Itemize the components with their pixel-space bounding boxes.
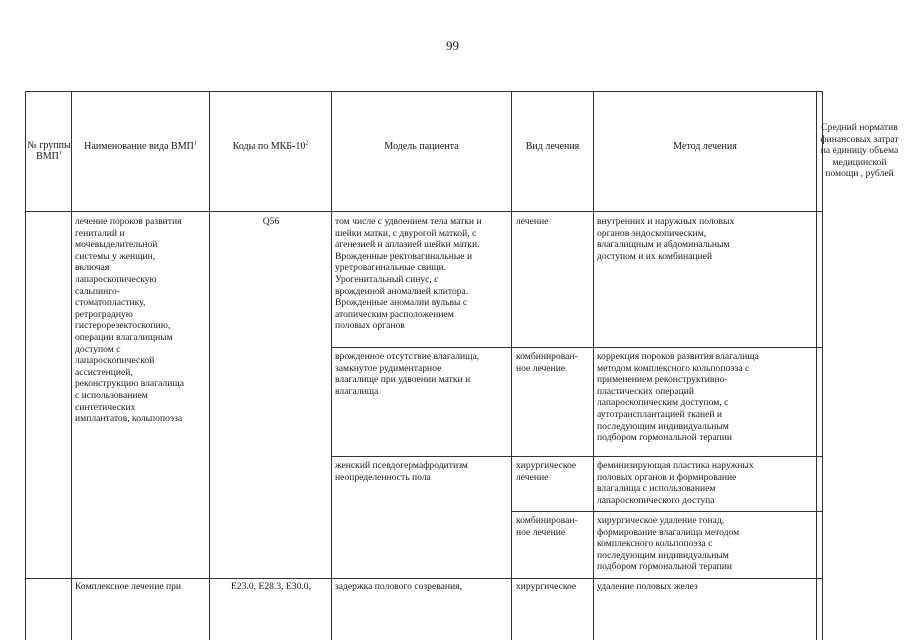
- name-cell-5: Комплексное лечение при: [75, 581, 182, 592]
- header-codes: [210, 91, 331, 201]
- row-line: [25, 578, 823, 579]
- method-cell-3: феминизирующая пластика наружных половых органов и формирование влагалища с использованием лапароскопического доступа: [597, 460, 754, 506]
- header-treatment: [512, 91, 593, 201]
- header-cost-text: Средний норматив финансовых затрат на единицу объема медицинской помощи , рублей: [820, 122, 899, 180]
- header-name-text: Наименование вида ВМП: [84, 140, 194, 152]
- method-cell-1: внутренних и наружных половых органов эндоскопическим, влагалищным и абдоминальным доступом и их комбинацией: [597, 216, 735, 262]
- header-method: [594, 91, 816, 201]
- codes-cell-5: E23.0, E28.3, E30.0,: [231, 581, 311, 592]
- row-line: [511, 511, 822, 512]
- model-cell-3: женский псевдогермафродитизм неопределенность пола: [335, 460, 468, 483]
- row-line: [25, 211, 823, 212]
- header-codes-text: Коды по МКБ-10: [232, 140, 306, 152]
- header-name: [72, 91, 209, 201]
- model-cell-2: врожденное отсутствие влагалища, замкнутое рудиментарное влагалище при удвоении матки и влагалища: [335, 351, 480, 397]
- col-line: [25, 91, 26, 640]
- row-line: [331, 456, 822, 457]
- treatment-cell-4: комбинирован- ное лечение: [516, 515, 578, 538]
- header-method-text: Метод лечения: [673, 140, 737, 152]
- row-line: [331, 347, 822, 348]
- header-group: [27, 91, 71, 211]
- method-cell-2: коррекция пороков развития влагалища методом комплексного кольпопоэза с применением реконструктивно- пластических операций лапароскопическим доступом, с аутотрансплантацией тканей и последующим индивидуальным подбором гормональной терапии: [597, 351, 759, 444]
- model-cell-5: задержка полового созревания,: [335, 581, 462, 592]
- model-cell-1: том числе с удвоением тела матки и шейки матки, с двурогой маткой, с агенезией и аплазией шейки матки. Врожденные ректовагинальные и уретровагинальные свищи. Урогенитальный синус, с врожденной аномалией клитора. Врожденные аномалии вульвы с атопическим расположением половых органов: [335, 216, 482, 332]
- header-group-text: № группы ВМП: [27, 140, 71, 162]
- header-model: [332, 91, 511, 201]
- header-model-text: Модель пациента: [384, 140, 459, 152]
- treatment-cell-3: хирургическое лечение: [516, 460, 577, 483]
- vmp-table: [25, 91, 823, 640]
- method-cell-5: удаление половых желез: [597, 581, 698, 592]
- header-group-sup: 1: [58, 150, 62, 157]
- name-cell: лечение пороков развития гениталий и мочевыделительной системы у женщин, включая лапароскопическую сальпинго- стоматопластику, ретроградную гистерорезектоскопию, операции влагалищным доступом с лапароскопической ассистенцией, реконструкцию влагалища с использованием синтетических имплантатов, кольпопоэза: [75, 216, 184, 425]
- treatment-cell-1: лечение: [516, 216, 549, 227]
- header-treatment-text: Вид лечения: [525, 140, 580, 152]
- method-cell-4: хирургическое удаление гонад, формирование влагалища методом комплексного кольпопоэза с последующим индивидуальным подбором гормональной терапии: [597, 515, 740, 573]
- header-codes-sup: 2: [305, 140, 309, 147]
- page-number: 99: [446, 38, 459, 53]
- code-cell: Q56: [262, 216, 280, 227]
- header-cost-cell: [816, 91, 903, 211]
- treatment-cell-5: хирургическое: [516, 581, 577, 592]
- treatment-cell-2: комбинирован- ное лечение: [516, 351, 578, 374]
- header-name-sup: 1: [193, 140, 197, 147]
